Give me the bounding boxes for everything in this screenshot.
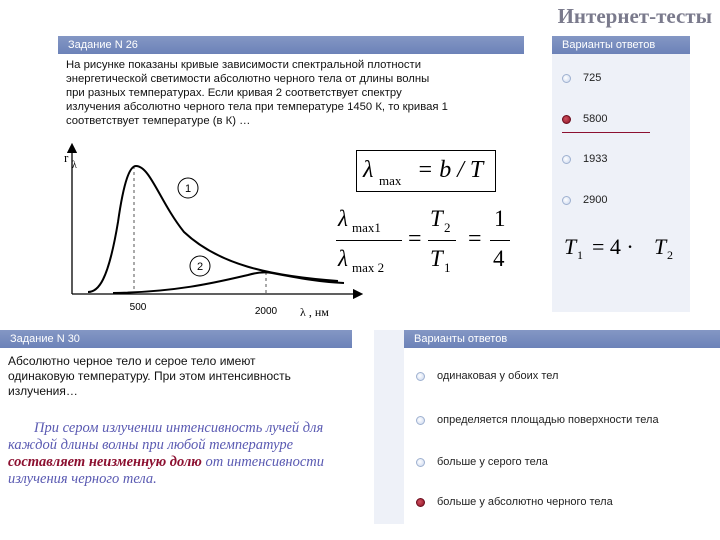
result-t2-sub: 2: [667, 248, 673, 262]
question-line: Абсолютно черное тело и серое тело имеют: [8, 354, 256, 368]
task26-option[interactable]: [562, 153, 607, 165]
ratio-den-value: 4: [493, 246, 505, 271]
result-mid: = 4 ·: [592, 234, 634, 259]
option-label: 2900: [583, 194, 608, 206]
result-t2: T: [654, 234, 667, 259]
option-label: 1933: [583, 153, 608, 165]
wien-formula-box: [356, 150, 496, 192]
option-label: больше у абсолютно черного тела: [437, 496, 613, 508]
radio-button-selected[interactable]: [416, 498, 425, 507]
result-formula: [564, 232, 690, 266]
task26-answers-panel: [552, 54, 690, 312]
curve-1: [88, 166, 338, 292]
ratio-num-lambda: λ: [338, 206, 348, 231]
wien-rhs: = b / T: [417, 157, 484, 183]
task30-option[interactable]: [416, 414, 659, 426]
task26-header: Задание N 26: [58, 36, 524, 54]
tick-label-500: 500: [129, 302, 147, 313]
wien-sub: max: [379, 173, 402, 188]
ratio-num-t-sub: 2: [444, 220, 451, 235]
curve2-label: 2: [196, 261, 204, 273]
spectral-graph: [58, 142, 368, 328]
option-label: 725: [583, 72, 602, 84]
result-t1: T: [564, 234, 577, 259]
tick-label-2000: 2000: [254, 306, 278, 317]
site-title: Интернет-тесты: [557, 4, 712, 28]
ratio-equals-1: =: [408, 226, 422, 252]
radio-button-selected[interactable]: [562, 115, 571, 124]
curve-2: [113, 272, 344, 293]
ratio-num-value: 1: [494, 206, 506, 231]
task30-explanation: [8, 420, 370, 488]
y-axis-subscript: λ: [72, 160, 77, 171]
y-axis-label: r: [64, 150, 69, 165]
ratio-den-t-sub: 1: [444, 260, 451, 275]
question-line: соответствует температуре (в К) …: [66, 115, 251, 127]
option-label: определяется площадью поверхности тела: [437, 414, 659, 426]
task26-option[interactable]: [562, 194, 607, 206]
question-line: при разных температурах. Если кривая 2 соответствует спектру: [66, 87, 402, 99]
ratio-den-lambda: λ: [338, 246, 348, 271]
task30-question: [8, 354, 358, 399]
task30-option[interactable]: [416, 456, 548, 468]
x-axis-label: λ , нм: [300, 305, 329, 319]
task26-question: [66, 58, 522, 128]
ratio-num-sub: max1: [352, 220, 381, 235]
ratio-den-sub: max 2: [352, 260, 385, 275]
radio-button[interactable]: [562, 196, 571, 205]
correct-answer-underline: [562, 132, 650, 133]
option-label: 5800: [583, 113, 608, 125]
ratio-formula: [334, 204, 534, 278]
explanation-text: При сером излучении интенсивность лучей для каждой длины волны при любой температуре: [8, 420, 324, 453]
question-line: излучения…: [8, 384, 78, 398]
fraction-line: [336, 240, 402, 241]
radio-button[interactable]: [416, 458, 425, 467]
question-line: одинаковую температуру. При этом интенсивность: [8, 369, 291, 383]
fraction-line: [428, 240, 456, 241]
radio-button[interactable]: [416, 416, 425, 425]
task30-answers-header: Варианты ответов: [404, 330, 720, 348]
question-line: излучения абсолютно черного тела при температуре 1450 К, то кривая 1: [66, 101, 448, 113]
task30-option[interactable]: [416, 370, 558, 382]
task30-header: Задание N 30: [0, 330, 352, 348]
result-t1-sub: 1: [577, 248, 583, 262]
task26-answers-header: Варианты ответов: [552, 36, 690, 54]
task30-side-strip: [374, 330, 404, 524]
ratio-num-t: T: [430, 206, 443, 231]
radio-button[interactable]: [416, 372, 425, 381]
curve1-label: 1: [184, 183, 192, 195]
option-label: больше у серого тела: [437, 456, 548, 468]
radio-button[interactable]: [562, 74, 571, 83]
wien-lambda: λ: [363, 157, 374, 183]
question-line: энергетической светимости абсолютно черного тела от длины волны: [66, 73, 430, 85]
option-label: одинаковая у обоих тел: [437, 370, 559, 382]
question-line: На рисунке показаны кривые зависимости спектральной плотности: [66, 59, 422, 71]
ratio-equals-2: =: [468, 226, 482, 252]
ratio-den-t: T: [430, 246, 443, 271]
explanation-text-end: от интенсивности излучения черного тела.: [8, 454, 325, 487]
task30-option[interactable]: [416, 496, 613, 508]
fraction-line: [490, 240, 510, 241]
task26-option[interactable]: [562, 72, 601, 84]
task26-option[interactable]: [562, 113, 607, 125]
radio-button[interactable]: [562, 155, 571, 164]
explanation-highlight: составляет неизменную долю: [8, 454, 202, 470]
